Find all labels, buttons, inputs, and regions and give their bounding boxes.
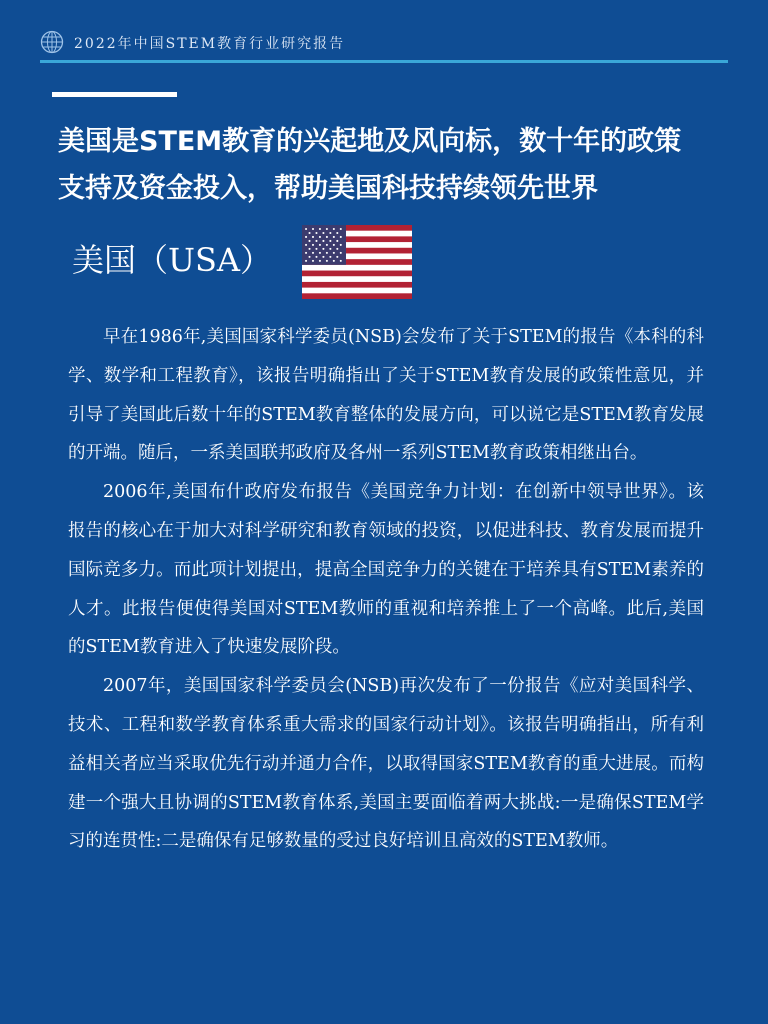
- header-divider: [40, 60, 728, 63]
- title-accent-bar: [52, 92, 177, 97]
- country-label: 美国（USA）: [72, 241, 273, 279]
- report-header: [40, 30, 728, 58]
- paragraph-2007: 2007年，美国国家科学委员会(NSB)再次发布了一份报告《应对美国科学、技术、工程和数学教育体系重大需求的国家行动计划》。该报告明确指出，所有利益相关者应当采取优先行动并通力合作，以取得国家STEM教育的重大进展。而构建一个强大且协调的STEM教育体系,美国主要面临着两大挑战:一是确保STEM学习的连贯性:二是确保有足够数量的受过良好培训且高效的STEM教师。: [68, 676, 704, 852]
- headline-line-1: 美国是STEM教育的兴起地及风向标，数十年的政策: [58, 126, 682, 157]
- paragraph-2006: 2006年,美国布什政府发布报告《美国竞争力计划：在创新中领导世界》。该报告的核心在于加大对科学研究和教育领域的投资，以促进科技、教育发展而提升国际竞多力。而此项计划提出，提高全国竞争力的关键在于培养具有STEM素养的人才。此报告便使得美国对STEM教师的重视和培养推上了一个高峰。此后,美国的STEM教育进入了快速发展阶段。: [68, 482, 704, 658]
- headline-line-2: 支持及资金投入，帮助美国科技持续领先世界: [58, 173, 598, 204]
- page-headline: [58, 118, 738, 212]
- article-body: [68, 318, 704, 861]
- report-title: 2022年中国STEM教育行业研究报告: [74, 36, 346, 52]
- us-flag-icon: [302, 225, 412, 299]
- globe-icon: [40, 30, 64, 54]
- paragraph-1986: 早在1986年,美国国家科学委员(NSB)会发布了关于STEM的报告《本科的科学、数学和工程教育》，该报告明确指出了关于STEM教育发展的政策性意见，并引导了美国此后数十年的STEM教育整体的发展方向，可以说它是STEM教育发展的开端。随后，一系美国联邦政府及各州一系列STEM教育政策相继出台。: [68, 327, 704, 464]
